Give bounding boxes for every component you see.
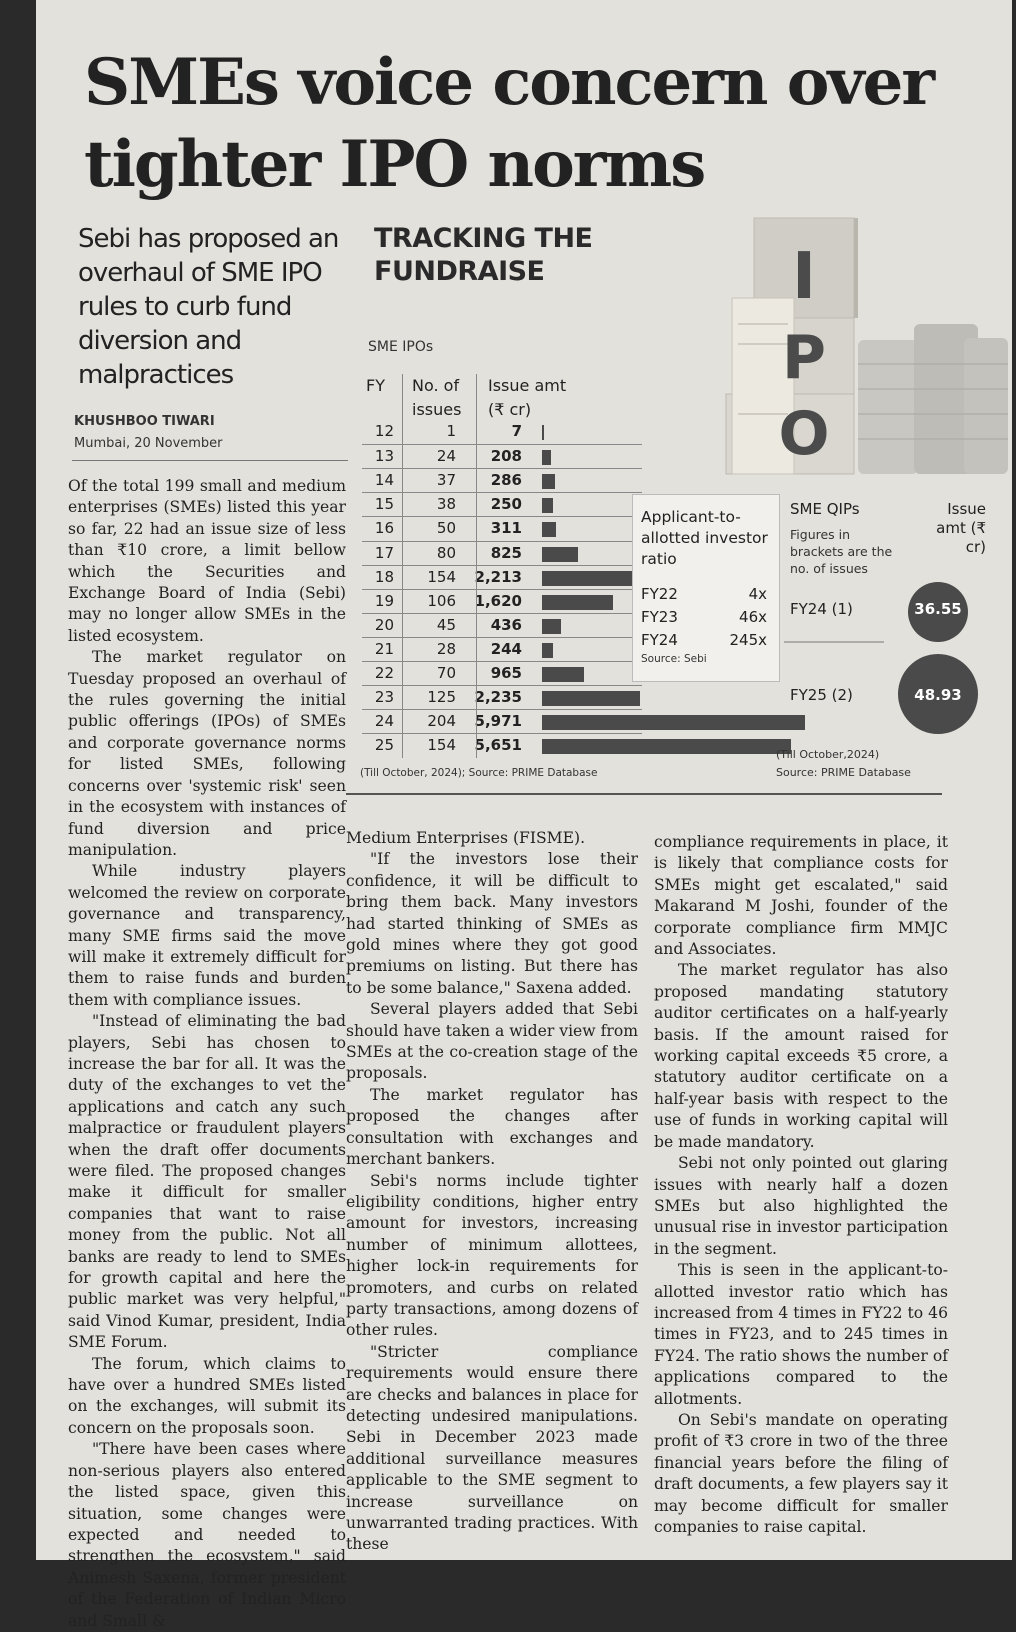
cell-issues: 80 — [436, 543, 456, 562]
amount-bar — [542, 643, 553, 658]
ratio-box — [632, 494, 780, 682]
paragraph: Sebi not only pointed out glaring issues with nearly half a dozen SMEs but also highlighted the unusual rise in investor participation in the segment. — [654, 1154, 948, 1258]
paragraph: "If the investors lose their confidence, it will be difficult to bring them back. Many investors had started thinking of SMEs as gold mines where they got good premiums on listing. But there has to be some balance," Saxena added. — [346, 850, 638, 997]
amount-bar — [542, 739, 791, 754]
deck: Sebi has proposed an overhaul of SME IPO rules to curb fund diversion and malpractices — [78, 224, 339, 390]
ratio-source: Source: Sebi — [641, 653, 707, 665]
sme-ipos-label: SME IPOs — [368, 339, 434, 355]
paragraph: Medium Enterprises (FISME). — [346, 829, 586, 847]
paragraph: The market regulator on Tuesday proposed an overhaul of the rules governing the initial public offerings (IPOs) of SMEs and corporate governance norms for listed SMEs, following concerns over 'systemic risk' seen in the ecosystem with instances of fund diversion and price manipulation. — [68, 648, 346, 859]
ratio-title: Applicant-to-allotted investor ratio — [641, 508, 768, 568]
table-row — [362, 709, 642, 734]
amount-bar — [542, 619, 561, 634]
qip-label: FY25 (2) — [790, 686, 853, 704]
paragraph: On Sebi's mandate on operating profit of ₹3 crore in two of the three financial years before the filing of draft documents, a few players say it may become difficult for smaller companies to raise capital. — [654, 1410, 948, 1536]
paragraph: "There have been cases where non-serious players also entered the listed space, given this situation, some changes were expected and needed to strengthen the ecosystem," said Animesh Saxena, former president of the Federation of Indian Micro and Small & — [68, 1440, 346, 1630]
qip-source: Source: PRIME Database — [776, 766, 911, 779]
coin-stacks — [858, 324, 1008, 474]
header-issues: No. of issues — [412, 376, 462, 419]
cell-amount: 2,213 — [474, 567, 522, 586]
cell-fy: 17 — [374, 543, 394, 562]
cell-issues: 37 — [436, 471, 456, 490]
table-row — [362, 420, 642, 444]
cell-issues: 1 — [446, 422, 456, 440]
table-row — [362, 541, 642, 566]
cell-fy: 14 — [374, 471, 394, 490]
paragraph: This is seen in the applicant-to-allotted investor ratio which has increased from 4 times in FY22 to 46 times in FY23, and to 245 times in FY24. The ratio shows the number of applications compared to the allotments. — [654, 1261, 948, 1408]
table-row — [362, 565, 642, 590]
paragraph: Sebi's norms include tighter eligibility conditions, higher entry amount for investors, increasing number of minimum allottees, higher lock-in requirements for promoters, and curbs on related party transactions, among dozens of other rules. — [346, 1171, 638, 1340]
amount-bar — [542, 547, 578, 562]
qip-note: Figures in brackets are the no. of issues — [790, 527, 893, 576]
byline-dateline: Mumbai, 20 November — [74, 436, 223, 451]
qip-footnote: (Till October,2024) — [776, 748, 880, 761]
ratio-fy: FY22 — [641, 585, 678, 603]
ratio-value: 4x — [748, 585, 767, 603]
table-row — [362, 468, 642, 493]
graphic-title: TRACKING THE FUNDRAISE — [374, 223, 593, 287]
cell-amount: 7 — [511, 422, 522, 440]
ratio-row — [641, 585, 767, 603]
cell-amount: 311 — [490, 519, 522, 538]
cell-issues: 24 — [436, 447, 456, 466]
cell-issues: 154 — [427, 736, 456, 755]
block-letter-i: I — [792, 240, 816, 314]
cell-amount: 1,620 — [474, 591, 522, 610]
cell-issues: 38 — [436, 495, 456, 514]
amount-bar — [542, 571, 639, 586]
paragraph: The market regulator has also proposed mandating statutory auditor certificates on a half-yearly basis. If the amount raised for working capital exceeds ₹5 crore, a statutory auditor certificate on a half-year basis with respect to the use of funds in working capital will be made mandatory. — [654, 961, 948, 1151]
table-row — [362, 589, 642, 614]
amount-bar — [542, 595, 613, 610]
table-row — [362, 516, 642, 541]
table-divider — [402, 374, 403, 758]
ratio-value: 46x — [739, 608, 767, 626]
paragraph: The forum, which claims to have over a hundred SMEs listed on the exchanges, will submit its concern on the proposals soon. — [68, 1354, 346, 1437]
ratio-row — [641, 631, 767, 649]
amount-bar — [542, 498, 553, 513]
cell-amount: 436 — [490, 615, 522, 634]
cell-issues: 106 — [427, 591, 456, 610]
cell-issues: 204 — [427, 712, 456, 731]
cell-fy: 13 — [374, 447, 394, 466]
amount-bar — [542, 691, 640, 706]
headline: SMEs voice concern over tighter IPO norms — [84, 45, 934, 202]
cell-issues: 154 — [427, 567, 456, 586]
cell-fy: 12 — [374, 422, 394, 440]
cell-amount: 5,651 — [474, 736, 522, 755]
cell-amount: 825 — [490, 543, 522, 562]
cell-issues: 28 — [436, 639, 456, 658]
byline-author: KHUSHBOO TIWARI — [74, 414, 215, 429]
qip-value: 48.93 — [914, 686, 962, 704]
cell-amount: 244 — [490, 639, 522, 658]
header-amount: Issue amt (₹ cr) — [488, 376, 567, 419]
cell-fy: 18 — [374, 567, 394, 586]
table-row — [362, 492, 642, 517]
paragraph: compliance requirements in place, it is likely that compliance costs for SMEs might get escalated," said Makarand M Joshi, founder of the corporate compliance firm MMJC and Associates. — [654, 833, 948, 959]
table-divider — [476, 374, 477, 758]
paragraph: "Instead of eliminating the bad players, Sebi has chosen to increase the bar for all. It was the duty of the exchanges to vet the applications and catch any such malpractice or fraudulent players when the draft offer documents were filed. The proposed changes make it difficult for smaller companies that want to raise money from the public. Not all banks are ready to lend to SMEs for growth capital and here the public market was very helpful," said Vinod Kumar, president, India SME Forum. — [68, 1012, 346, 1352]
paragraph: The market regulator has proposed the changes after consultation with exchanges and merchant bankers. — [346, 1085, 638, 1169]
amount-bar — [542, 715, 805, 730]
cell-amount: 286 — [490, 471, 522, 490]
paragraph: Of the total 199 small and medium enterprises (SMEs) listed this year so far, 22 had an issue size of less than ₹10 crore, a limit bellow which the Securities and Exchange Board of India (Sebi) may no longer allow SMEs in the listed ecosystem. — [68, 477, 346, 645]
qip-title: SME QIPs — [790, 500, 860, 518]
paragraph: While industry players welcomed the review on corporate governance and transparency, many SME firms said the move will make it extremely difficult for them to raise funds and burden them with compliance issues. — [68, 862, 346, 1009]
ratio-value: 245x — [729, 631, 767, 649]
block-letter-p: P — [782, 323, 826, 393]
paragraph: "Stricter compliance requirements would ensure there are checks and balances in place for detecting undesired manipulations. Sebi in December 2023 made additional surveillance measures applicable to the SME segment to increase surveillance on unwarranted trading practices. With these — [346, 1342, 638, 1554]
cell-amount: 5,971 — [474, 712, 522, 731]
qip-panel — [776, 494, 994, 784]
ratio-fy: FY23 — [641, 608, 678, 626]
cell-amount: 965 — [490, 664, 522, 682]
paragraph: Several players added that Sebi should have taken a wider view from SMEs at the co-creation stage of the proposals. — [346, 1000, 638, 1083]
cell-fy: 19 — [374, 591, 394, 610]
cell-issues: 125 — [427, 688, 456, 707]
table-row — [362, 637, 642, 662]
cell-fy: 23 — [374, 688, 394, 707]
article-column-1 — [68, 476, 346, 1630]
table-row — [362, 613, 642, 638]
amount-bar — [542, 522, 556, 537]
table-row — [362, 733, 642, 758]
cell-fy: 25 — [374, 736, 394, 755]
ratio-fy: FY24 — [641, 631, 678, 649]
qip-issue-header: Issue amt (₹ cr) — [936, 500, 986, 556]
article-column-2 — [346, 828, 638, 1554]
cell-issues: 50 — [436, 519, 456, 538]
byline-rule — [72, 460, 348, 461]
block-letter-o: O — [778, 399, 830, 469]
cell-fy: 21 — [374, 639, 394, 658]
amount-bar — [542, 425, 544, 440]
table-source: (Till October, 2024); Source: PRIME Database — [360, 767, 598, 779]
ratio-row — [641, 608, 767, 626]
cell-amount: 208 — [490, 447, 522, 466]
table-row — [362, 661, 642, 686]
graphic-bottom-rule — [346, 793, 942, 795]
cell-amount: 250 — [490, 495, 522, 514]
qip-label: FY24 (1) — [790, 600, 853, 618]
cell-fy: 15 — [374, 495, 394, 514]
header-fy: FY — [366, 376, 385, 395]
amount-bar — [542, 450, 551, 465]
cell-fy: 24 — [374, 712, 394, 731]
cell-fy: 16 — [374, 519, 394, 538]
cell-amount: 2,235 — [474, 688, 522, 707]
qip-circles — [784, 554, 994, 754]
newspaper-page — [36, 0, 1012, 1630]
amount-bar — [542, 474, 555, 489]
table-row — [362, 444, 642, 469]
table-row — [362, 685, 642, 710]
cell-issues: 45 — [436, 615, 456, 634]
amount-bar — [542, 667, 584, 682]
article-column-3 — [654, 832, 948, 1552]
qip-value: 36.55 — [914, 600, 962, 618]
cell-fy: 22 — [374, 664, 394, 682]
cell-issues: 70 — [436, 664, 456, 682]
cell-fy: 20 — [374, 615, 394, 634]
ipo-blocks-illustration — [718, 214, 1008, 474]
